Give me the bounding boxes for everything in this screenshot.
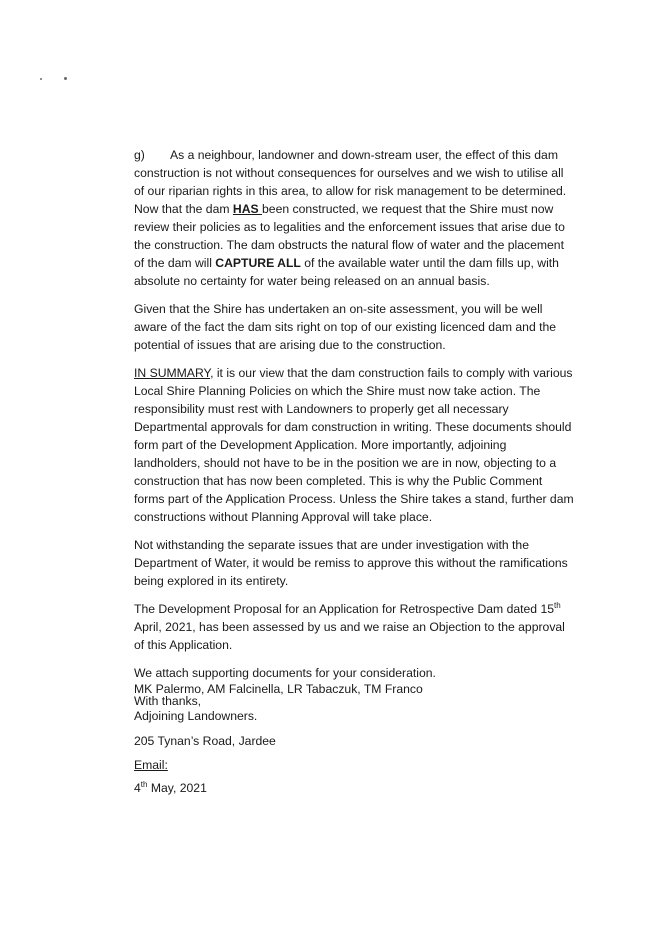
signatory-role: Adjoining Landowners. <box>134 709 258 723</box>
paragraph-investigation: Not withstanding the separate issues that are under investigation with the Department of Water, it would be remiss to approve this without the ramifications being explored in its entirety. <box>134 538 568 588</box>
paragraph-site-assessment: Given that the Shire has undertaken an on-site assessment, you will be well aware of the fact the dam sits right on top of our existing licenced dam and the potential of issues that are arising due to the construction. <box>134 302 557 352</box>
address: 205 Tynan’s Road, Jardee <box>134 734 276 748</box>
date-rest: May, 2021 <box>147 781 207 795</box>
letter-date <box>134 779 574 797</box>
closing-line: With thanks, <box>134 694 202 708</box>
paragraph-g-text: of the available water until the dam fills up, with absolute no certainty for water being released on an annual basis. <box>134 256 559 288</box>
ordinal-suffix: th <box>140 779 148 789</box>
scan-speck <box>64 77 67 80</box>
summary-text: , it is our view that the dam construction fails to comply with various Local Shire Planning Policies on which the Shire must now take action. The responsibility must rest with Landowners to properly get all necessary Departmental approvals for dam construction in writing. These documents should form part of the Development Application. More importantly, adjoining landholders, should not have to be in the position we are in now, objecting to a construction that has now been completed. This is why the Public Comment forms part of the Application Process. Unless the Shire takes a stand, further dam constructions without Planning Approval will take place. <box>134 366 574 524</box>
emphasis-capture-all: CAPTURE ALL <box>215 256 301 270</box>
signatories: MK Palermo, AM Falcinella, LR Tabaczuk, TM Franco <box>134 682 423 696</box>
paragraph-objection <box>134 600 574 654</box>
date-day: 4 <box>134 781 141 795</box>
summary-heading: IN SUMMARY <box>134 366 211 380</box>
item-label: g) <box>134 148 145 162</box>
ordinal-suffix: th <box>554 600 561 610</box>
emphasis-has: HAS <box>232 202 263 216</box>
email-label <box>134 756 574 774</box>
paragraph-g-text: been constructed, we request that the Shire must now review their policies as to legalities and the enforcement issues that arise due to the construction. The dam obstructs the natural flow of water and the placement of the dam will <box>134 202 565 270</box>
paragraph-g-text: As a neighbour, landowner and down-stream user, the effect of this dam construction is not without consequences for ourselves and we wish to utilise all of our riparian rights in this area, to allow for risk management to be determined. Now that the dam <box>134 148 567 216</box>
paragraph-g <box>134 146 574 290</box>
objection-text: April, 2021, has been assessed by us and we raise an Objection to the approval of this Application. <box>134 620 565 652</box>
email-label-text: Email: <box>134 758 168 772</box>
scan-speck <box>40 78 42 80</box>
objection-text: The Development Proposal for an Application for Retrospective Dam dated 15 <box>134 602 555 616</box>
paragraph-attachments: We attach supporting documents for your consideration. <box>134 666 436 680</box>
letter-body <box>134 146 574 720</box>
paragraph-summary <box>134 364 574 526</box>
